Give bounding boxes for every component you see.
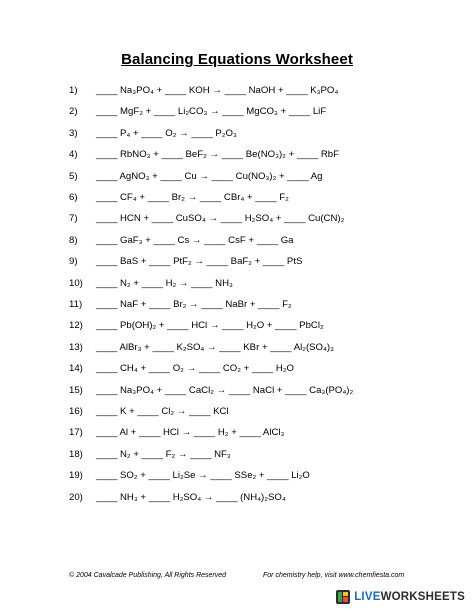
equation-text: ____ NaF + ____ Br₂ → ____ NaBr + ____ F₂ [96,299,292,310]
equation-number: 16) [69,406,83,417]
equation-number: 17) [69,427,83,439]
equation-number: 14) [69,363,83,375]
equation-text: ____ N₂ + ____ H₂ → ____ NH₃ [96,277,233,289]
equation-text: ____ NH₃ + ____ H₂SO₄ → ____ (NH₄)₂SO₄ [96,491,286,503]
equation-text: ____ Na₃PO₄ + ____ CaCl₂ → ____ NaCl + ____ Ca₃(PO₄)₂ [96,384,354,396]
equation-number: 13) [69,341,83,353]
equation-number: 1) [69,85,78,96]
equation-number: 20) [69,491,83,503]
equation-text: ____ MgF₂ + ____ Li₂CO₃ → ____ MgCO₃ + ____ LiF [96,106,327,118]
equation-text: ____ Pb(OH)₂ + ____ HCl → ____ H₂O + ____ PbCl₂ [96,320,324,332]
brand-part-1: LIVE [354,591,381,603]
equation-text: ____ K + ____ Cl₂ → ____ KCl [96,406,229,417]
equation-text: ____ BaS + ____ PtF₂ → ____ BaF₂ + ____ PtS [96,256,303,268]
equation-text: ____ GaF₃ + ____ Cs → ____ CsF + ____ Ga [96,234,294,246]
equation-number: 2) [69,106,78,118]
equation-number: 8) [69,234,78,246]
equation-text: ____ P₄ + ____ O₂ → ____ P₂O₃ [96,127,237,139]
equation-number: 5) [69,170,78,182]
liveworksheets-brand[interactable] [335,589,465,605]
equation-text: ____ CF₄ + ____ Br₂ → ____ CBr₄ + ____ F₂ [96,192,289,203]
copyright-text: © 2004 Cavalcade Publishing, All Rights Reserved [69,572,227,579]
equation-text: ____ Na₃PO₄ + ____ KOH → ____ NaOH + ____ K₃PO₄ [96,85,339,96]
worksheet-title: Balancing Equations Worksheet [121,51,353,68]
equation-text: ____ AlBr₃ + ____ K₂SO₄ → ____ KBr + ____ Al₂(SO₄)₃ [96,341,335,353]
equation-text: ____ N₂ + ____ F₂ → ____ NF₃ [96,448,231,460]
liveworksheets-logo-icon [335,589,351,605]
brand-wordmark [354,591,465,603]
equation-number: 12) [69,320,83,332]
brand-part-2: WORKSHEETS [380,591,465,603]
equation-number: 15) [69,384,83,396]
equation-text: ____ HCN + ____ CuSO₄ → ____ H₂SO₄ + ____ Cu(CN)₂ [96,213,345,225]
equation-number: 7) [69,213,78,225]
equation-number: 9) [69,256,78,268]
equation-number: 4) [69,149,78,161]
equation-number: 6) [69,192,78,203]
equation-text: ____ AgNO₃ + ____ Cu → ____ Cu(NO₃)₂ + ____ Ag [96,170,323,182]
equation-text: ____ Al + ____ HCl → ____ H₂ + ____ AlCl₃ [96,427,285,439]
equation-number: 3) [69,127,78,139]
equation-text: ____ SO₂ + ____ Li₂Se → ____ SSe₂ + ____ Li₂O [96,470,310,482]
equation-text: ____ RbNO₃ + ____ BeF₂ → ____ Be(NO₃)₂ + ____ RbF [96,149,339,161]
help-link-text: For chemistry help, visit www.chemfiesta.com [263,572,405,579]
equation-text: ____ CH₄ + ____ O₂ → ____ CO₂ + ____ H₂O [96,363,295,375]
equation-number: 10) [69,277,83,289]
equation-number: 11) [69,299,83,310]
equation-number: 19) [69,470,83,482]
equation-number: 18) [69,448,83,460]
